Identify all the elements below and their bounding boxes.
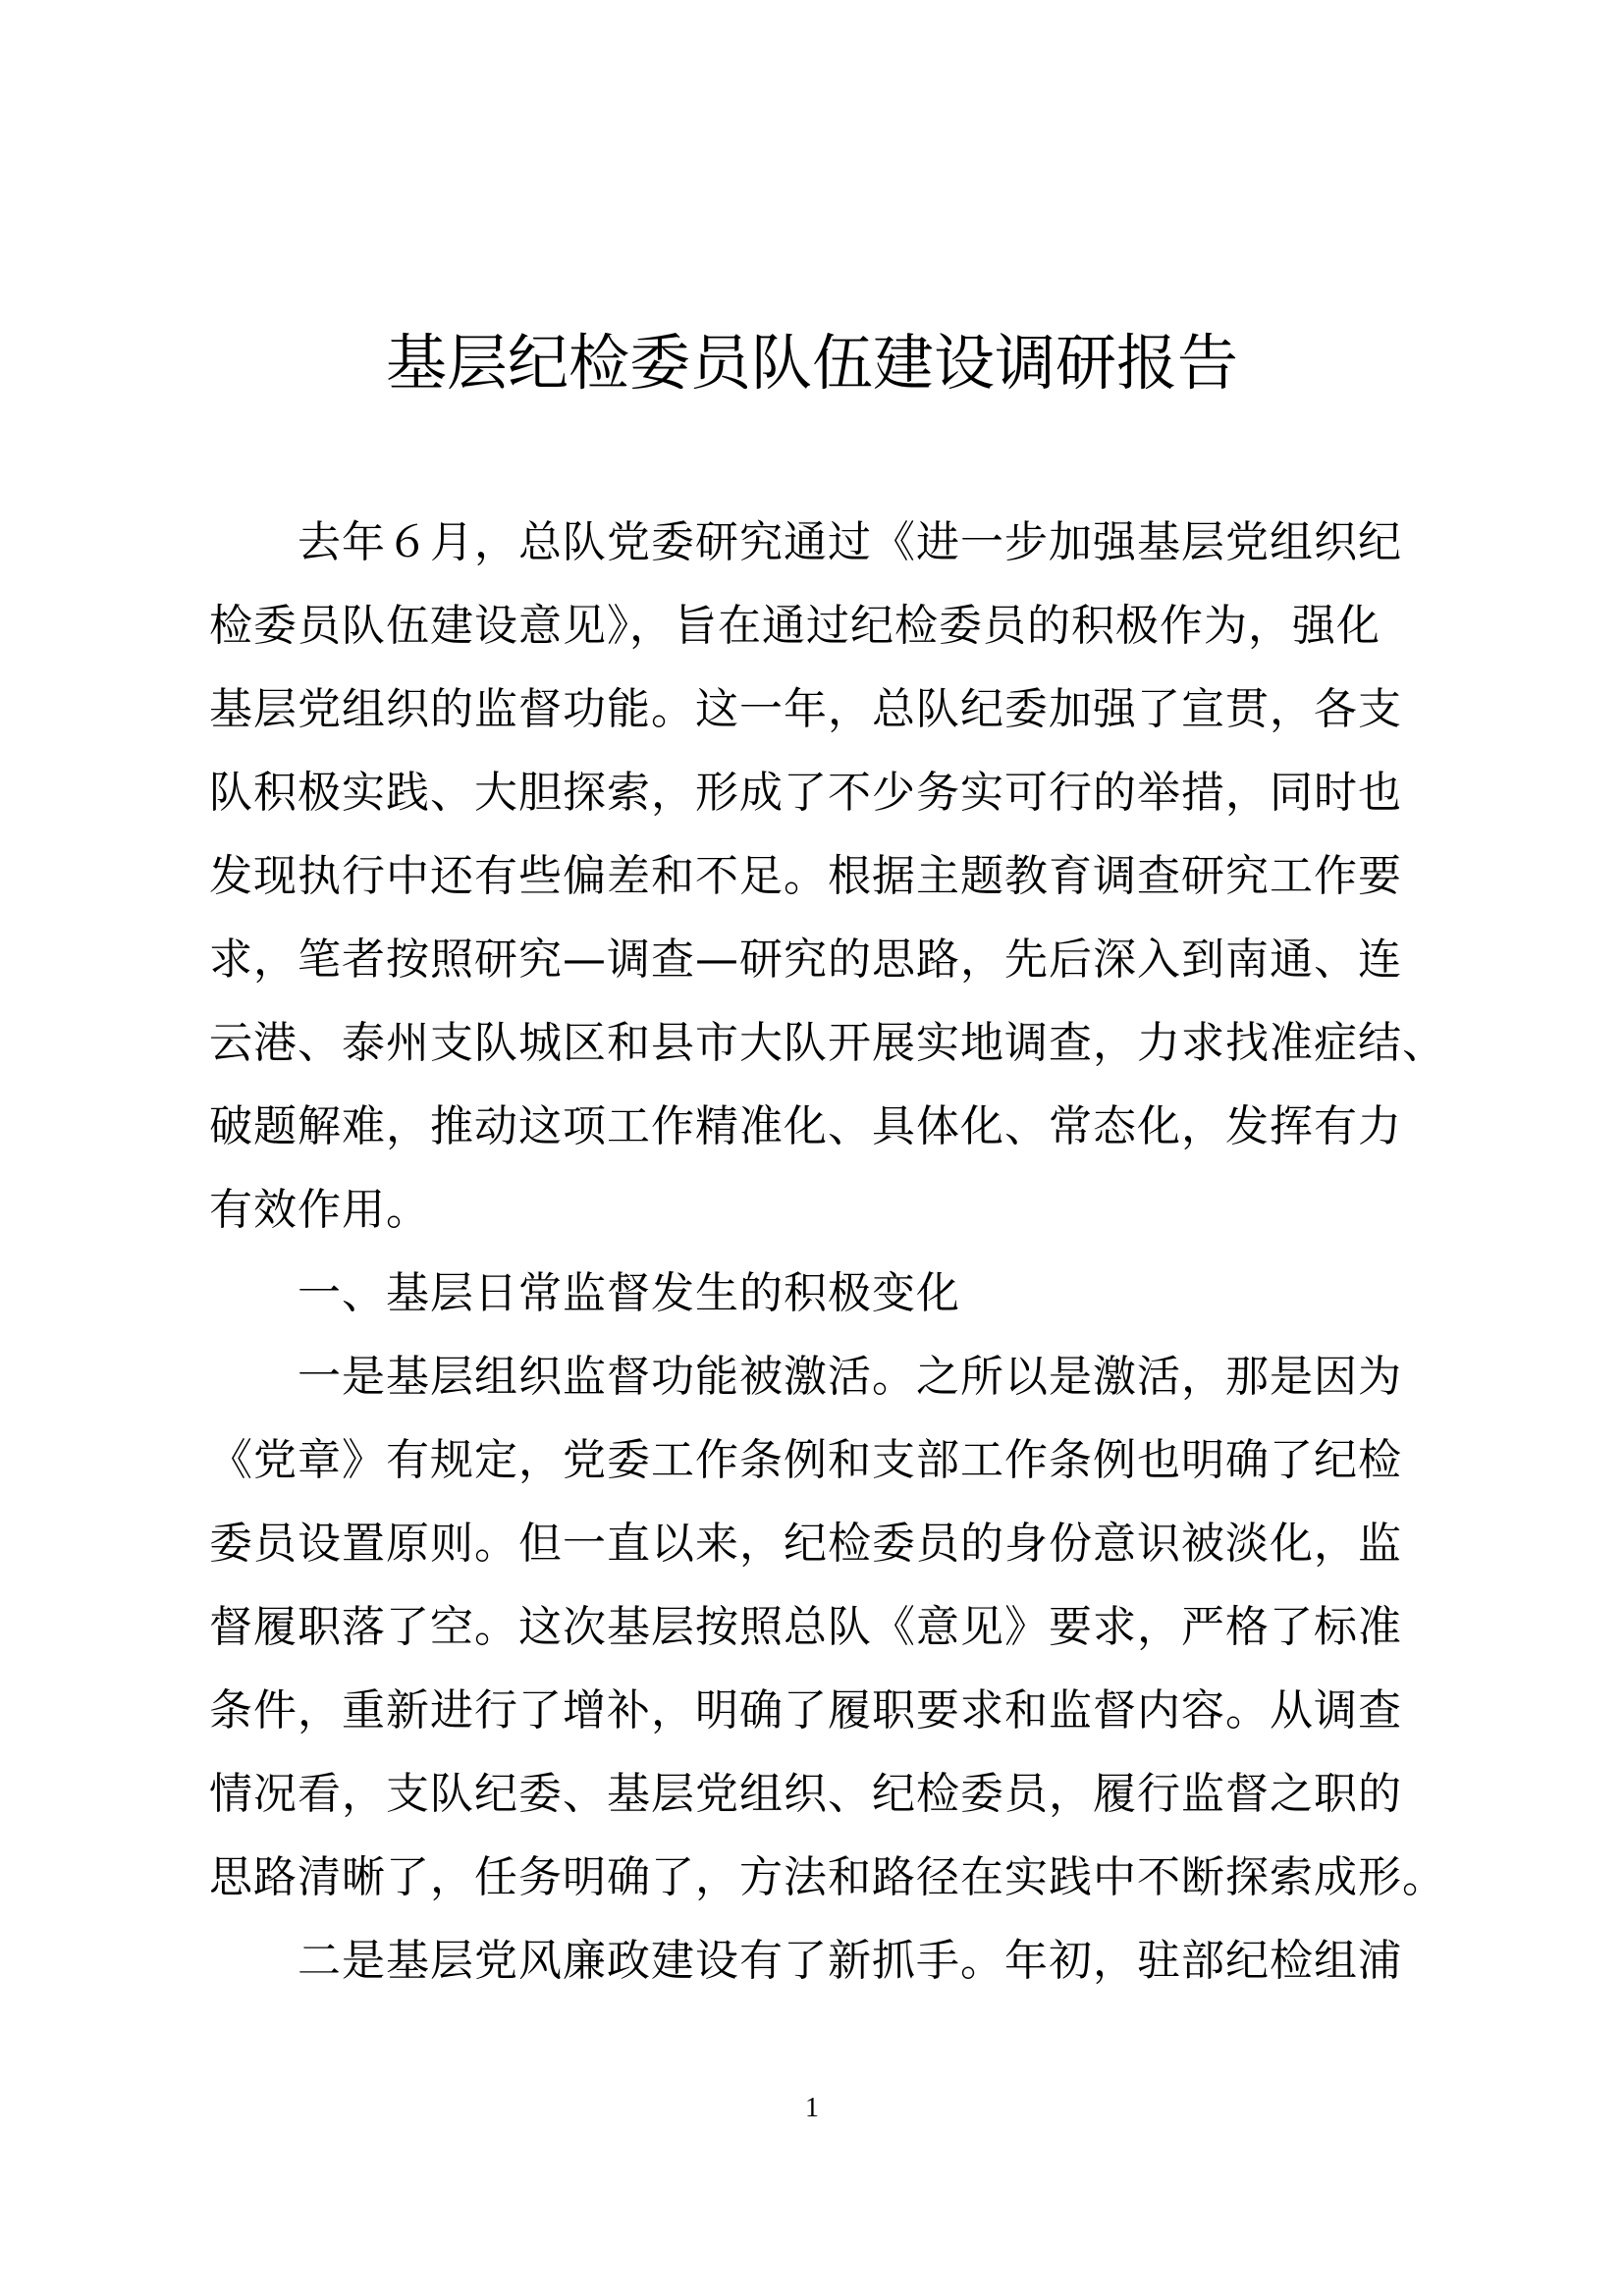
body-line-1: 去年６月，总队党委研究通过《进一步加强基层党组织纪 [298, 517, 1402, 567]
body-line-16: 情况看，支队纪委、基层党组织、纪检委员，履行监督之职的 [209, 1769, 1402, 1819]
body-line-8: 破题解难，推动这项工作精准化、具体化、常态化，发挥有力 [209, 1101, 1402, 1151]
body-line-4: 队积极实践、大胆探索，形成了不少务实可行的举措，同时也 [209, 768, 1402, 818]
body-line-9: 有效作用。 [209, 1185, 430, 1235]
body-line-12: 《党章》有规定，党委工作条例和支部工作条例也明确了纪检 [209, 1435, 1402, 1485]
body-line-5: 发现执行中还有些偏差和不足。根据主题教育调查研究工作要 [209, 851, 1402, 901]
section-heading-1: 一、基层日常监督发生的积极变化 [298, 1268, 960, 1318]
body-line-15: 条件，重新进行了增补，明确了履职要求和监督内容。从调查 [209, 1685, 1402, 1735]
body-line-7: 云港、泰州支队城区和县市大队开展实地调查，力求找准症结、 [209, 1018, 1446, 1068]
body-line-11: 一是基层组织监督功能被激活。之所以是激活，那是因为 [298, 1352, 1402, 1402]
document-body [209, 501, 1446, 2002]
body-line-6: 求，笔者按照研究—调查—研究的思路，先后深入到南通、连 [209, 934, 1402, 985]
body-line-17: 思路清晰了，任务明确了，方法和路径在实践中不断探索成形。 [209, 1852, 1446, 1902]
document-title: 基层纪检委员队伍建设调研报告 [385, 327, 1238, 399]
body-line-2: 检委员队伍建设意见》，旨在通过纪检委员的积极作为，强化 [209, 601, 1380, 651]
body-line-18: 二是基层党风廉政建设有了新抓手。年初，驻部纪检组浦 [298, 1936, 1402, 1986]
page-number: 1 [805, 2093, 819, 2123]
body-line-3: 基层党组织的监督功能。这一年，总队纪委加强了宣贯，各支 [209, 684, 1402, 734]
body-line-14: 督履职落了空。这次基层按照总队《意见》要求，严格了标准 [209, 1602, 1402, 1652]
body-line-13: 委员设置原则。但一直以来，纪检委员的身份意识被淡化，监 [209, 1519, 1402, 1569]
